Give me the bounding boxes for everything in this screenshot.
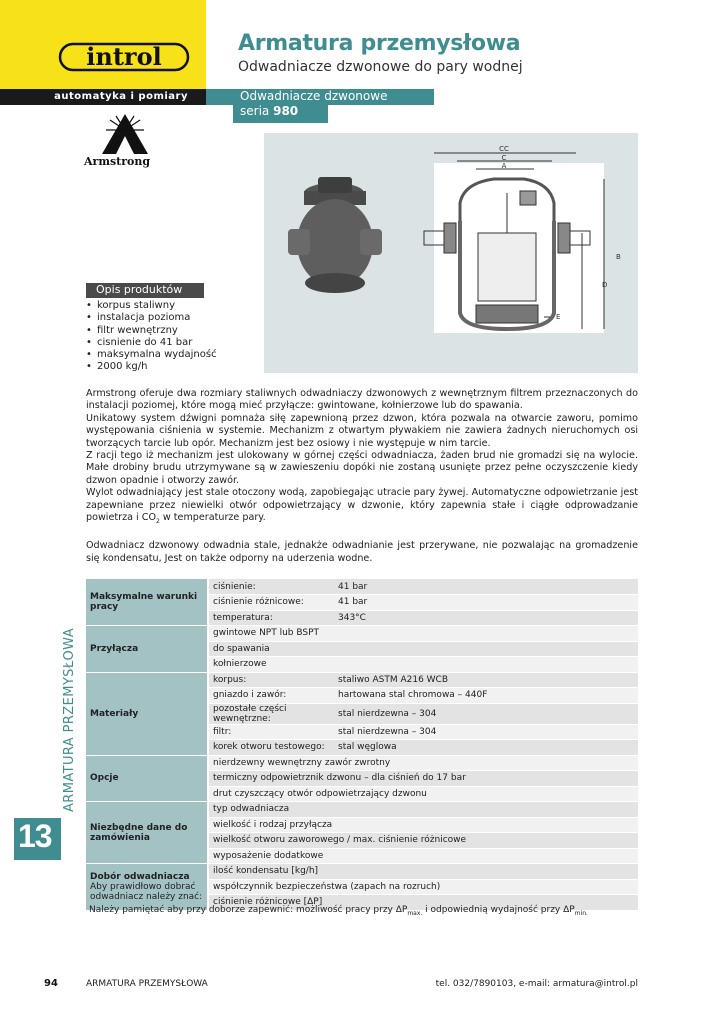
feature-item: [86, 361, 217, 373]
dim-label: B: [616, 253, 621, 261]
category-cell: Opcje: [86, 755, 208, 802]
category-cell: Niezbędne dane do zamówienia: [86, 802, 208, 864]
trap-photo: [288, 177, 382, 293]
spec-key: pozostałe części wewnętrzne:: [208, 703, 334, 724]
category-cell: Maksymalne warunki pracy: [86, 579, 208, 626]
spec-key: ciśnienie:: [208, 579, 334, 595]
page-subtitle: Odwadniacze dzwonowe do pary wodnej: [238, 59, 523, 75]
section-number: 13: [18, 818, 52, 854]
category-cell: [86, 864, 208, 911]
spec-key: wielkość i rodzaj przyłącza: [208, 817, 638, 833]
trap-cross-section: [424, 153, 604, 333]
category-label: Dobór odwadniacza: [90, 871, 190, 882]
spec-value: 41 bar: [334, 579, 638, 595]
spec-value: 343°C: [334, 610, 638, 626]
description-text: [86, 388, 638, 565]
table-row: [86, 579, 638, 595]
spec-key: ciśnienie różnicowe [ΔP]: [208, 895, 638, 911]
spec-key: nierdzewny wewnętrzny zawór zwrotny: [208, 755, 638, 771]
table-row: [86, 755, 638, 771]
armstrong-wordmark: Armstrong: [84, 155, 151, 168]
paragraph: Unikatowy system dźwigni pomnaża siłę zapewnioną przez dzwon, która pozwala na otwarcie zaworu, pomimo występowania ciśnienia w systemie. Mechanizm z otwartym pływakiem nie zawiera żadnych nieruchomych osi tworzących tarcie lub opór. Mechanizm jest bez osiowy i nie występuje w nim tarcie.: [86, 412, 638, 449]
series-number: 980: [273, 104, 299, 118]
spec-key: do spawania: [208, 641, 638, 657]
spec-key: drut czyszczący otwór odpowietrzający dzwonu: [208, 786, 638, 802]
series-label: [240, 104, 298, 118]
logo-text: introl: [86, 42, 162, 71]
spec-key: temperatura:: [208, 610, 334, 626]
footer-contact: tel. 032/7890103, e-mail: armatura@introl.pl: [435, 979, 638, 989]
spec-key: ciśnienie różnicowe:: [208, 595, 334, 611]
table-row: [86, 802, 638, 818]
spec-key: wielkość otworu zaworowego / max. ciśnienie różnicowe: [208, 833, 638, 849]
page-number: 94: [44, 978, 58, 989]
spec-value: stal węglowa: [334, 740, 638, 756]
note-text: i odpowiednią wydajność przy ΔP: [422, 905, 575, 915]
product-illustration: [264, 133, 638, 373]
selection-note: [89, 905, 588, 917]
co2-subscript: 2: [156, 517, 160, 525]
feature-item: • maksymalna wydajność: [86, 349, 217, 361]
paragraph: [86, 487, 638, 528]
dim-label: A: [501, 162, 507, 170]
note-subscript: max.: [407, 909, 423, 917]
spec-key: typ odwadniacza: [208, 802, 638, 818]
spec-value: staliwo ASTM A216 WCB: [334, 672, 638, 688]
tagline: automatyka i pomiary: [54, 91, 188, 102]
spec-value: stal nierdzewna – 304: [334, 703, 638, 724]
product-features: [86, 300, 217, 374]
feature-item-continued: 2000 kg/h: [97, 361, 148, 373]
spec-key: ilość kondensatu [kg/h]: [208, 864, 638, 880]
spec-value: stal nierdzewna – 304: [334, 724, 638, 740]
feature-item: • instalacja pozioma: [86, 312, 217, 324]
spec-value: hartowana stal chromowa – 440F: [334, 688, 638, 704]
table-row: [86, 626, 638, 642]
category-note: Aby prawidłowo dobrać odwadniacz należy znać:: [90, 881, 203, 902]
spec-key: kołnierzowe: [208, 657, 638, 673]
section-label: ARMATURA PRZEMYSŁOWA: [62, 628, 77, 812]
table-row: [86, 672, 638, 688]
product-description-header: [86, 283, 204, 298]
spec-key: korek otworu testowego:: [208, 740, 334, 756]
spec-key: gniazdo i zawór:: [208, 688, 334, 704]
product-description-title: Opis produktów: [96, 283, 183, 296]
paragraph: Z racji tego iż mechanizm jest ulokowany w górnej części odwadniacza, żaden brud nie gromadzi się na wylocie. Małe drobiny brudu utrzymywane są w zawieszeniu dopóki nie zostaną usunięte przez pełne oczyszczenie kiedy dzwon opadnie i otworzy zawór.: [86, 450, 638, 486]
spec-key: wyposażenie dodatkowe: [208, 848, 638, 864]
feature-item: • filtr wewnętrzny: [86, 325, 217, 337]
spec-key: gwintowe NPT lub BSPT: [208, 626, 638, 642]
paragraph: Odwadniacz dzwonowy odwadnia stale, jednakże odwadnianie jest przerywane, nie pozwalając na gromadzenie się kondensatu, Jest on także odporny na uderzenia wodne.: [86, 540, 638, 564]
page-title: Armatura przemysłowa: [238, 31, 521, 56]
note-subscript: min.: [574, 909, 588, 917]
series-prefix: seria: [240, 104, 270, 118]
paragraph: Armstrong oferuje dwa rozmiary staliwnych odwadniaczy dzwonowych z wewnętrznym filtrem przeznaczonych do instalacji poziomej, które mogą mieć przyłącze: gwintowane, kołnierzowe lub do spawania.: [86, 388, 638, 412]
spec-key: termiczny odpowietrznik dzwonu – dla ciśnień do 17 bar: [208, 771, 638, 787]
category-cell: Przyłącza: [86, 626, 208, 673]
feature-item: • cisnienie do 41 bar: [86, 337, 217, 349]
tagline-bar: [0, 89, 206, 105]
dim-label: C: [501, 154, 507, 162]
product-image-panel: [264, 133, 638, 373]
spec-key: korpus:: [208, 672, 334, 688]
introl-logo: [58, 36, 190, 76]
paragraph-tail: w temperaturze pary.: [159, 512, 266, 524]
spec-value: 41 bar: [334, 595, 638, 611]
dim-label: D: [602, 281, 608, 289]
spec-key: współczynnik bezpieczeństwa (zapach na rozruch): [208, 879, 638, 895]
series-title: Odwadniacze dzwonowe: [240, 89, 388, 103]
category-cell: Materiały: [86, 672, 208, 755]
paragraph-text: Wylot odwadniający jest stale otoczony wodą, zapobiegając utracie pary żywej. Automatyczne odpowietrzanie jest zapewniane przez niewielki otwór odpowietrzający w dzwonie, który zapewnia stałe i ciągłe odprowadzanie powietrza i CO: [86, 487, 638, 524]
spec-key: filtr:: [208, 724, 334, 740]
specification-table: [86, 579, 638, 911]
feature-item: • korpus staliwny: [86, 300, 217, 312]
dim-label: CC: [499, 145, 509, 153]
footer-section: ARMATURA PRZEMYSŁOWA: [86, 979, 208, 989]
dim-label: E: [556, 313, 561, 321]
note-text: Należy pamiętać aby przy doborze zapewnić: możliwość pracy przy ΔP: [89, 905, 408, 915]
table-row: [86, 864, 638, 880]
